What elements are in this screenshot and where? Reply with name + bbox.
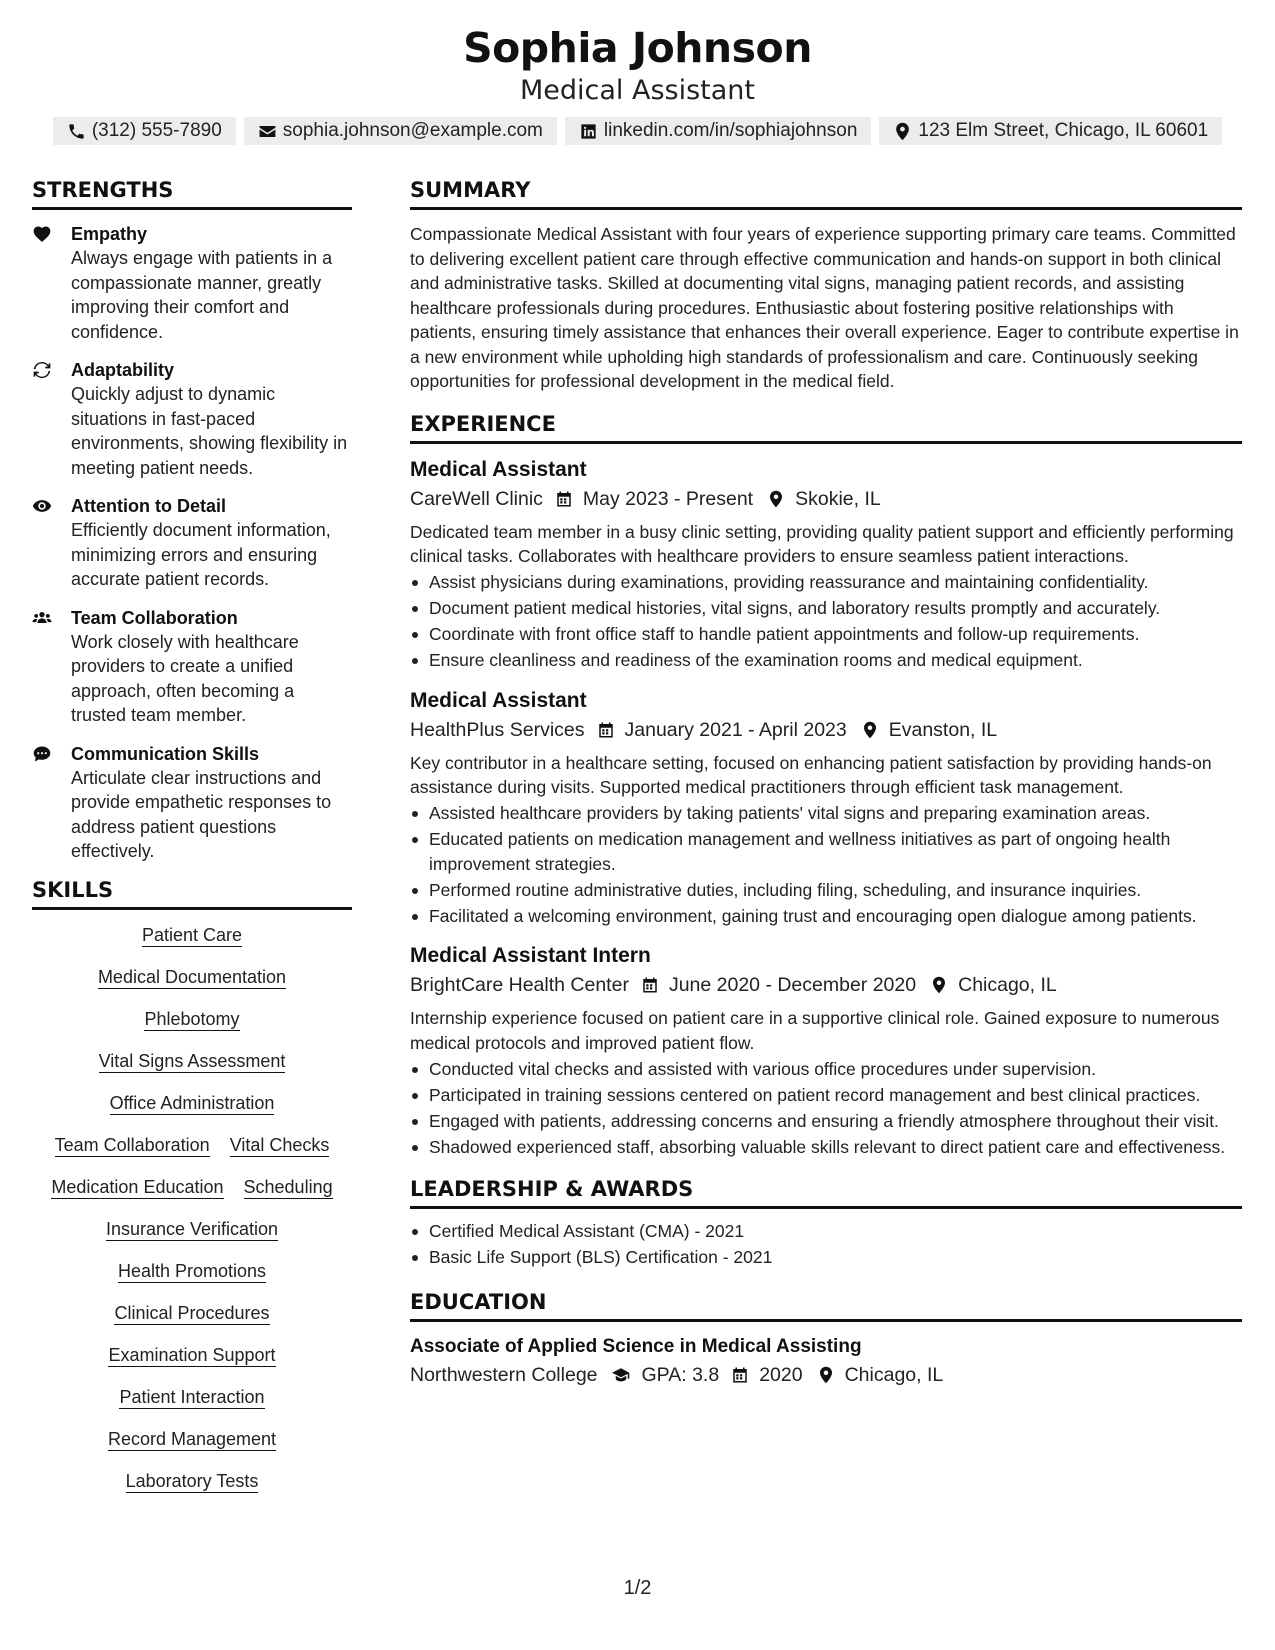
calendar-icon: [641, 976, 659, 994]
skill-tag: Clinical Procedures: [114, 1302, 270, 1323]
strength-name: Attention to Detail: [71, 496, 226, 516]
job-description: Dedicated team member in a busy clinic setting, providing quality patient support and efficiently performing clinical tasks. Collaborates with healthcare providers to ensure seamless patient interactions.: [410, 521, 1234, 566]
strength-item: [32, 494, 352, 592]
job-entry: [410, 687, 1242, 929]
skill-tag: Medical Documentation: [97, 966, 287, 987]
job-bullets: [410, 801, 1242, 928]
job-bullets: [410, 1057, 1242, 1160]
skill-tag: Health Promotions: [117, 1260, 267, 1281]
skill-row: [32, 1260, 352, 1283]
list-item: Conducted vital checks and assisted with various office procedures under supervision.: [410, 1057, 1242, 1082]
linkedin-icon: [579, 122, 598, 141]
education-year: 2020: [759, 1363, 803, 1386]
heart-icon: [32, 224, 52, 244]
job-location: Skokie, IL: [795, 487, 881, 510]
skill-row: [32, 966, 352, 989]
skill-tag: Phlebotomy: [144, 1008, 240, 1029]
skill-tag: Insurance Verification: [105, 1218, 279, 1239]
list-item: Document patient medical histories, vital signs, and laboratory results promptly and accurately.: [410, 596, 1242, 621]
calendar-icon: [555, 490, 573, 508]
list-item: Assisted healthcare providers by taking patients' vital signs and preparing examination areas.: [410, 801, 1242, 826]
phone-text: (312) 555-7890: [91, 120, 222, 141]
comment-icon: [32, 744, 52, 764]
strength-text: Always engage with patients in a compassionate manner, greatly improving their comfort and confidence.: [71, 248, 333, 342]
skill-tag: Examination Support: [108, 1344, 276, 1365]
address-text: 123 Elm Street, Chicago, IL 60601: [918, 120, 1209, 141]
skill-row: [32, 1008, 352, 1031]
skill-tag: Patient Care: [141, 924, 243, 945]
skill-tag: Laboratory Tests: [125, 1470, 259, 1491]
skill-row: [32, 1218, 352, 1241]
company-name: HealthPlus Services: [410, 718, 585, 741]
contact-address: [879, 117, 1222, 145]
job-title: Medical Assistant Intern: [410, 944, 651, 967]
skill-tag: Team Collaboration: [54, 1134, 210, 1155]
list-item: Performed routine administrative duties, including filing, scheduling, and insurance inquiries.: [410, 878, 1242, 903]
job-title-heading: Medical Assistant: [519, 75, 756, 106]
contact-linkedin[interactable]: [565, 117, 872, 145]
skill-row: [32, 1428, 352, 1451]
strength-item: [32, 742, 352, 864]
strength-item: [32, 222, 352, 344]
linkedin-text: linkedin.com/in/sophiajohnson: [603, 120, 858, 141]
skill-row: [32, 924, 352, 947]
strength-name: Team Collaboration: [71, 607, 238, 628]
strength-text: Quickly adjust to dynamic situations in fast-paced environments, showing flexibility in meeting patient needs.: [71, 384, 348, 478]
skill-row: [32, 1134, 352, 1157]
list-item: Educated patients on medication management and wellness initiatives as part of ongoing health improvement strategies.: [410, 827, 1242, 876]
skills-list: [32, 922, 352, 1493]
skill-tag: Vital Checks: [229, 1134, 330, 1155]
contact-email[interactable]: [244, 117, 557, 145]
job-title: Medical Assistant: [410, 688, 587, 712]
job-bullets: [410, 570, 1242, 673]
contact-bar: [0, 117, 1275, 145]
summary-text: Compassionate Medical Assistant with four years of experience supporting primary care teams. Committed to delivering excellent patient care through effective communication and hands-on support in both clinical and administrative tasks. Skilled at documenting vital signs, managing patient records, and assisting healthcare professionals during procedures. Enthusiastic about fostering positive relationships with patients, ensuring timely assistance that enhances their overall experience. Eager to contribute expertise in a new environment while upholding high standards of professionalism and care. Continuously seeking opportunities for professional development in the medical field.: [410, 224, 1239, 391]
skill-tag: Scheduling: [243, 1176, 333, 1197]
strength-item: [32, 358, 352, 480]
gpa-text: GPA: 3.8: [641, 1363, 720, 1386]
right-column: [410, 178, 1242, 1396]
map-marker-icon: [861, 721, 879, 739]
list-item: Ensure cleanliness and readiness of the examination rooms and medical equipment.: [410, 648, 1242, 673]
skill-tag: Record Management: [107, 1428, 277, 1449]
users-icon: [32, 608, 52, 628]
person-name: Sophia Johnson: [463, 24, 812, 72]
job-meta: [410, 484, 1242, 514]
calendar-icon: [597, 721, 615, 739]
email-text: sophia.johnson@example.com: [282, 120, 543, 141]
education-heading: EDUCATION: [410, 1290, 1242, 1322]
list-item: Shadowed experienced staff, absorbing valuable skills relevant to direct patient care and effectiveness.: [410, 1135, 1242, 1160]
map-marker-icon: [767, 490, 785, 508]
job-location: Evanston, IL: [888, 718, 998, 741]
list-item: Facilitated a welcoming environment, gaining trust and encouraging open dialogue among patients.: [410, 904, 1242, 929]
job-description: Key contributor in a healthcare setting, focused on enhancing patient satisfaction by providing hands-on assistance during visits. Supported medical practitioners through efficient task management.: [410, 752, 1212, 797]
job-meta: [410, 970, 1242, 1000]
phone-icon: [67, 122, 86, 141]
strength-name: Empathy: [71, 224, 148, 244]
envelope-icon: [258, 122, 277, 141]
skill-tag: Office Administration: [109, 1092, 275, 1113]
job-dates: June 2020 - December 2020: [668, 974, 917, 996]
skill-row: [32, 1344, 352, 1367]
skills-heading: SKILLS: [32, 878, 352, 910]
eye-icon: [32, 496, 52, 516]
list-item: Assist physicians during examinations, providing reassurance and maintaining confidentiality.: [410, 570, 1242, 595]
job-entry: [410, 942, 1242, 1159]
skill-row: [32, 1470, 352, 1493]
job-dates: January 2021 - April 2023: [624, 718, 847, 741]
company-name: CareWell Clinic: [410, 487, 543, 510]
company-name: BrightCare Health Center: [410, 974, 629, 996]
job-description: Internship experience focused on patient care in a supportive clinical role. Gained exposure to numerous medical protocols and improved patient flow.: [410, 1008, 1220, 1053]
strength-text: Work closely with healthcare providers to create a unified approach, often becoming a trusted team member.: [71, 631, 299, 725]
list-item: Coordinate with front office staff to handle patient appointments and follow-up requirements.: [410, 622, 1242, 647]
skill-row: [32, 1386, 352, 1409]
list-item: Participated in training sessions centered on patient record management and best clinical practices.: [410, 1083, 1242, 1108]
skill-row: [32, 1302, 352, 1325]
degree-title: Associate of Applied Science in Medical Assisting: [410, 1335, 862, 1357]
strength-item: [32, 606, 352, 728]
job-meta: [410, 715, 1242, 745]
strengths-heading: STRENGTHS: [32, 178, 352, 210]
map-marker-icon: [893, 122, 912, 141]
skill-tag: Vital Signs Assessment: [98, 1050, 286, 1071]
strength-name: Adaptability: [71, 360, 175, 380]
education-meta: [410, 1360, 1242, 1390]
skill-tag: Patient Interaction: [119, 1386, 265, 1407]
map-marker-icon: [930, 976, 948, 994]
sync-icon: [32, 360, 52, 380]
calendar-icon: [731, 1366, 749, 1384]
summary-heading: SUMMARY: [410, 178, 1242, 210]
left-column: [32, 178, 352, 1493]
job-title: Medical Assistant: [410, 457, 587, 481]
skill-tag: Medication Education: [51, 1176, 224, 1197]
list-item: Basic Life Support (BLS) Certification - 2021: [410, 1245, 1242, 1270]
strength-text: Articulate clear instructions and provide empathetic responses to address patient questions effectively.: [71, 767, 332, 861]
page-number: 1/2: [623, 1577, 652, 1599]
map-marker-icon: [817, 1366, 835, 1384]
experience-heading: EXPERIENCE: [410, 412, 1242, 444]
school-name: Northwestern College: [410, 1363, 598, 1386]
job-dates: May 2023 - Present: [582, 487, 754, 510]
job-location: Chicago, IL: [958, 974, 1057, 996]
awards-list: [410, 1219, 1242, 1270]
resume-header: [0, 0, 1275, 145]
skill-row: [32, 1050, 352, 1073]
strength-name: Communication Skills: [71, 743, 260, 764]
job-entry: [410, 456, 1242, 673]
contact-phone[interactable]: [53, 117, 236, 145]
education-location: Chicago, IL: [844, 1363, 944, 1386]
strength-text: Efficiently document information, minimizing errors and ensuring accurate patient records.: [71, 520, 331, 589]
list-item: Engaged with patients, addressing concerns and ensuring a friendly atmosphere throughout their visit.: [410, 1109, 1242, 1134]
skill-row: [32, 1092, 352, 1115]
awards-heading: LEADERSHIP & AWARDS: [410, 1177, 1242, 1209]
graduation-cap-icon: [610, 1366, 632, 1384]
list-item: Certified Medical Assistant (CMA) - 2021: [410, 1219, 1242, 1244]
skill-row: [32, 1176, 352, 1199]
